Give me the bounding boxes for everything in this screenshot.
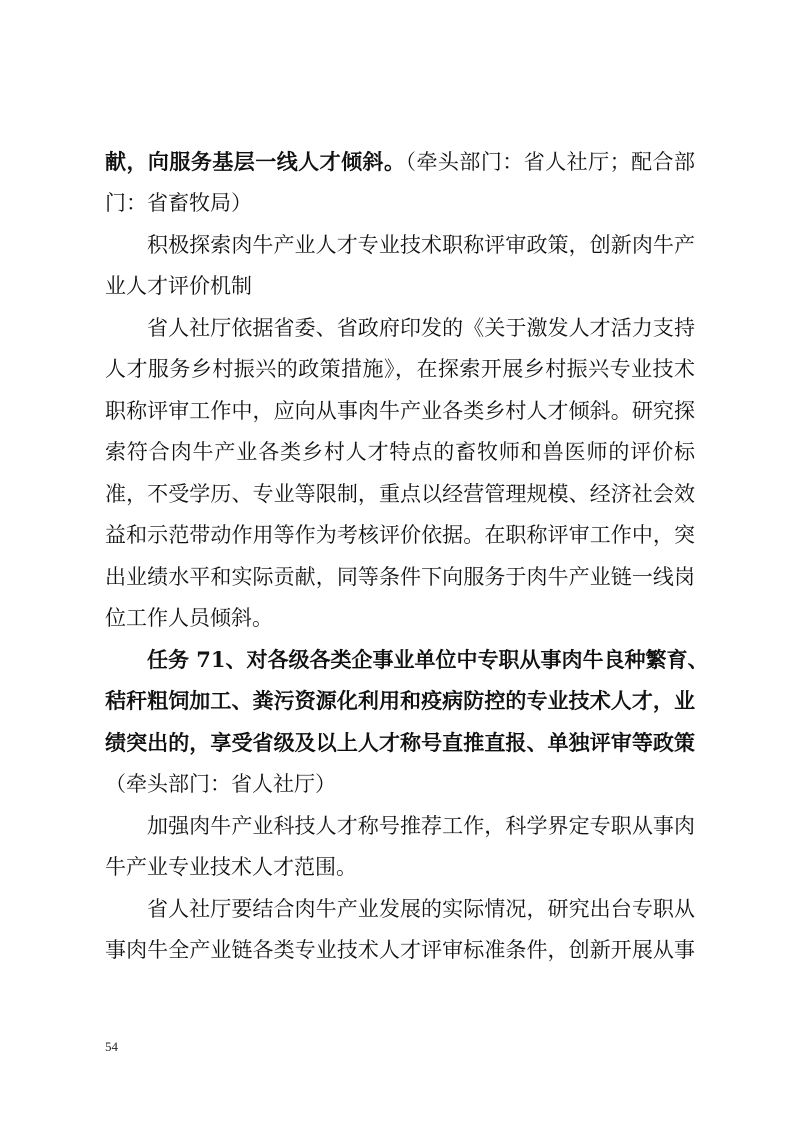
lead-department-note: （牵头部门：省人社厅；配合部	[405, 150, 696, 174]
text-line-2: 门：省畜牧局）	[105, 191, 252, 215]
paragraph-line: 事肉牛全产业链各类专业技术人才评审标准条件，创新开展从事	[105, 938, 695, 962]
paragraph-line: 索符合肉牛产业各类乡村人才特点的畜牧师和兽医师的评价标	[105, 440, 695, 464]
paragraph-line: 职称评审工作中，应向从事肉牛产业各类乡村人才倾斜。研究探	[105, 399, 695, 423]
section-heading: 积极探索肉牛产业人才专业技术职称评审政策，创新肉牛产	[147, 233, 695, 257]
section-heading-cont: 业人才评价机制	[105, 274, 252, 298]
paragraph-line: 位工作人员倾斜。	[105, 606, 273, 630]
paragraph-line: 人才服务乡村振兴的政策措施》，在探索开展乡村振兴专业技术	[105, 357, 695, 381]
section-heading-cont: 牛产业专业技术人才范围。	[105, 855, 357, 879]
section-heading: 加强肉牛产业科技人才称号推荐工作，科学界定专职从事肉	[147, 814, 695, 838]
paragraph-line: 省人社厅依据省委、省政府印发的《关于激发人才活力支持	[147, 316, 695, 340]
text-line-1	[105, 146, 695, 178]
bold-clause: 献，向服务基层一线人才倾斜。	[105, 149, 406, 174]
task-heading-cont: 秸秆粗饲加工、粪污资源化利用和疫病防控的专业技术人才，业	[105, 688, 695, 713]
paragraph-line: 省人社厅要结合肉牛产业发展的实际情况，研究出台专职从	[147, 897, 695, 921]
paragraph-line: 准，不受学历、专业等限制，重点以经营管理规模、经济社会效	[105, 482, 695, 506]
paragraph-line: 益和示范带动作用等作为考核评价依据。在职称评审工作中，突	[105, 523, 695, 547]
page-number: 54	[105, 1039, 118, 1054]
task-heading-cont: 绩突出的，享受省级及以上人才称号直推直报、单独评审等政策	[105, 730, 695, 755]
task-heading: 任务 71、对各级各类企事业单位中专职从事肉牛良种繁育、	[147, 647, 709, 672]
lead-department-note: （牵头部门：省人社厅）	[105, 772, 336, 796]
paragraph-line: 出业绩水平和实际贡献，同等条件下向服务于肉牛产业链一线岗	[105, 565, 695, 589]
